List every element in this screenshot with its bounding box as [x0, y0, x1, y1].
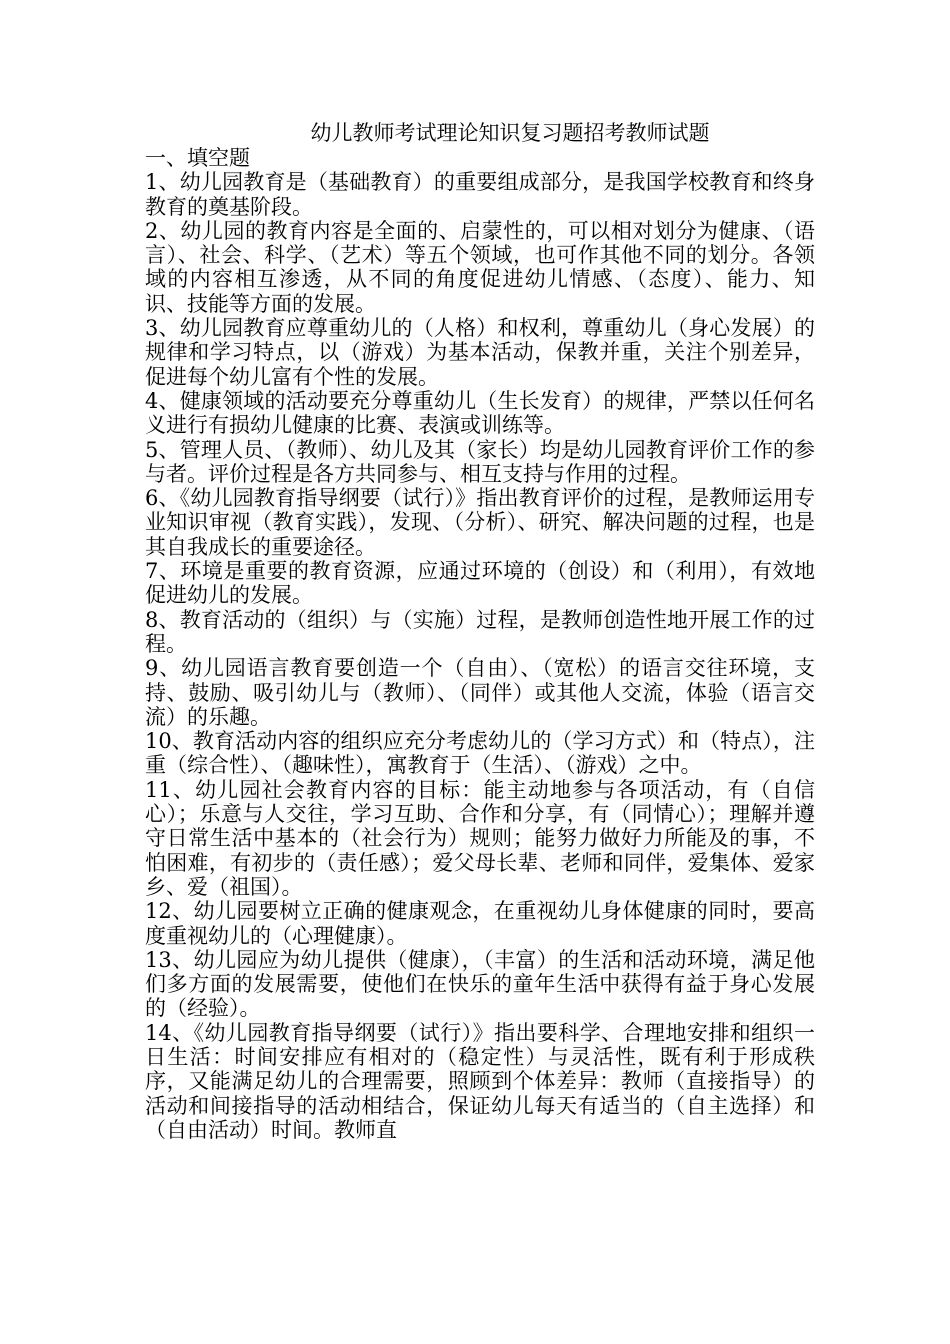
section-heading: 一、填空题	[145, 146, 250, 170]
question-item-3: 3、幼儿园教育应尊重幼儿的（人格）和权利，尊重幼儿（身心发展）的规律和学习特点，以（游戏）为基本活动，保教并重，关注个别差异，促进每个幼儿富有个性的发展。	[145, 316, 815, 389]
question-item-12: 12、幼儿园要树立正确的健康观念，在重视幼儿身体健康的同时，要高度重视幼儿的（心理健康）。	[145, 899, 815, 948]
question-item-1: 1、幼儿园教育是（基础教育）的重要组成部分，是我国学校教育和终身教育的奠基阶段。	[145, 170, 815, 219]
question-item-2: 2、幼儿园的教育内容是全面的、启蒙性的，可以相对划分为健康、（语言）、社会、科学、（艺术）等五个领域，也可作其他不同的划分。各领域的内容相互渗透，从不同的角度促进幼儿情感、（态度）、能力、知识、技能等方面的发展。	[145, 218, 815, 316]
question-item-6: 6、《幼儿园教育指导纲要（试行）》指出教育评价的过程，是教师运用专业知识审视（教育实践），发现、（分析）、研究、解决问题的过程，也是其自我成长的重要途径。	[145, 486, 815, 559]
question-item-7: 7、环境是重要的教育资源，应通过环境的（创设）和（利用），有效地促进幼儿的发展。	[145, 559, 815, 608]
document-title: 幼儿教师考试理论知识复习题招考教师试题	[310, 121, 710, 145]
document-page	[145, 120, 815, 1142]
question-item-8: 8、教育活动的（组织）与（实施）过程，是教师创造性地开展工作的过程。	[145, 607, 815, 656]
question-item-10: 10、教育活动内容的组织应充分考虑幼儿的（学习方式）和（特点），注重（综合性）、（趣味性），寓教育于（生活）、（游戏）之中。	[145, 729, 815, 778]
question-item-14: 14、《幼儿园教育指导纲要（试行）》指出要科学、合理地安排和组织一日生活：时间安排应有相对的（稳定性）与灵活性，既有利于形成秩序，又能满足幼儿的合理需要，照顾到个体差异：教师（直接指导）的活动和间接指导的活动相结合，保证幼儿每天有适当的（自主选择）和（自由活动）时间。教师直	[145, 1020, 815, 1142]
question-item-4: 4、健康领域的活动要充分尊重幼儿（生长发育）的规律，严禁以任何名义进行有损幼儿健康的比赛、表演或训练等。	[145, 388, 815, 438]
question-item-9: 9、幼儿园语言教育要创造一个（自由）、（宽松）的语言交往环境，支持、鼓励、吸引幼儿与（教师）、（同伴）或其他人交流，体验（语言交流）的乐趣。	[145, 656, 815, 729]
question-item-5: 5、管理人员、（教师）、幼儿及其（家长）均是幼儿园教育评价工作的参与者。评价过程是各方共同参与、相互支持与作用的过程。	[145, 437, 815, 486]
question-item-13: 13、幼儿园应为幼儿提供（健康），（丰富）的生活和活动环境，满足他们多方面的发展需要，使他们在快乐的童年生活中获得有益于身心发展的（经验）。	[145, 947, 815, 1021]
question-item-11: 11、幼儿园社会教育内容的目标：能主动地参与各项活动，有（自信心）；乐意与人交往，学习互助、合作和分享，有（同情心）；理解并遵守日常生活中基本的（社会行为）规则；能努力做好力所能及的事，不怕困难，有初步的（责任感）；爱父母长辈、老师和同伴，爱集体、爱家乡、爱（祖国）。	[145, 777, 815, 899]
